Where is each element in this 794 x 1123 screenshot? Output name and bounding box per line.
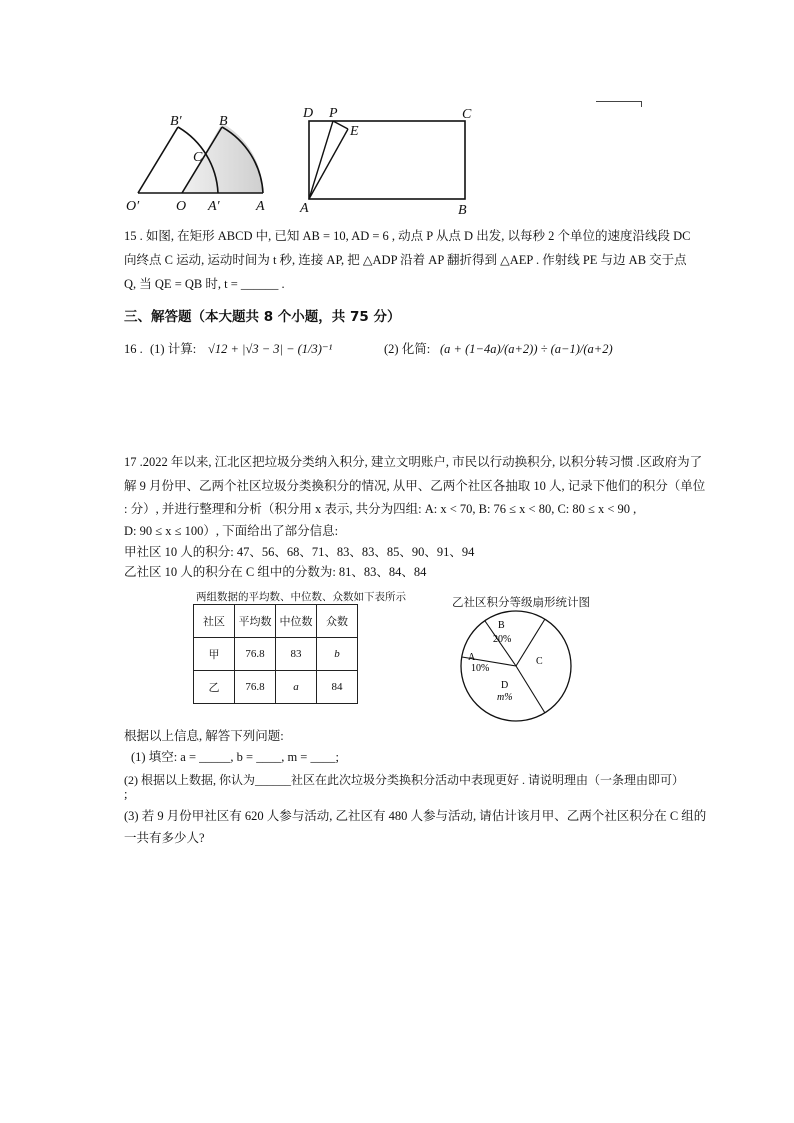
table-row: [194, 638, 358, 671]
label-b-prime: B′: [170, 114, 182, 129]
q17-line2: 解 9 月份甲、乙两个社区垃圾分类換积分的情况, 从甲、乙两个社区各抽取 10 人, 记录下他们的积分（单位: [124, 479, 706, 493]
q17-line4: D: 90 ≤ x ≤ 100）, 下面给出了部分信息:: [124, 524, 339, 538]
answer-part3-line1: (3) 若 9 月份甲社区有 620 人参与活动, 乙社区有 480 人参与活动, 请估计该月甲、乙两个社区积分在 C 组的: [124, 809, 707, 823]
pie-title: 乙社区积分等级扇形统计图: [452, 595, 590, 609]
q16-number: 16 .: [124, 342, 143, 356]
label-d: D: [303, 106, 314, 121]
figure-sectors: [118, 110, 278, 220]
table-row: [194, 671, 358, 704]
stats-table-wrapper: [193, 604, 358, 704]
answer-part3-line2: 一共有多少人?: [124, 831, 205, 845]
label-o: O: [176, 199, 187, 214]
table-caption: 两组数据的平均数、中位数、众数如下表所示: [196, 592, 406, 603]
label-e: E: [350, 124, 359, 139]
stats-table: [193, 604, 358, 704]
q15-line2: 向终点 C 运动, 运动时间为 t 秒, 连接 AP, 把 △ADP 沿着 AP 翻折得到 △AEP . 作射线 PE 与边 AB 交于点: [124, 253, 687, 267]
label-c: C: [193, 150, 203, 165]
label-a: A: [256, 199, 265, 214]
label-p: P: [329, 106, 338, 121]
q16-part2-expression: (a + (1−4a)/(a+2)) ÷ (a−1)/(a+2): [440, 342, 613, 356]
table-header-row: [194, 605, 358, 638]
table-header: 众数: [317, 605, 358, 638]
table-header: 中位数: [276, 605, 317, 638]
pie-slice-label: A: [468, 652, 476, 663]
q16-part1-expression: √12 + |√3 − 3| − (1/3)⁻¹: [208, 342, 333, 356]
q17-line6: 乙社区 10 人的积分在 C 组中的分数为: 81、83、84、84: [124, 565, 427, 579]
label-b: B: [219, 114, 228, 129]
label-c: C: [462, 107, 472, 122]
answer-part1: (1) 填空: a = _____, b = ____, m = ____;: [131, 750, 339, 764]
corner-tick: [641, 101, 642, 107]
table-cell: b: [317, 638, 358, 671]
label-a: A: [300, 201, 309, 216]
q16-part2-label: (2) 化简:: [384, 342, 431, 356]
answer-part2: (2) 根据以上数据, 你认为______社区在此次垃圾分类换积分活动中表现更好 . 请说明理由（一条理由即可）: [124, 773, 684, 787]
table-cell: 甲: [194, 638, 235, 671]
label-o-prime: O′: [126, 199, 140, 214]
table-cell: 76.8: [235, 671, 276, 704]
answer-part2-tail: ;: [124, 787, 128, 801]
pie-slice-label: D: [501, 680, 509, 691]
pie-slice-label: B: [498, 620, 505, 631]
figure-rectangle: [296, 104, 486, 221]
q16-part1-label: (1) 计算:: [150, 342, 197, 356]
q17-line5: 甲社区 10 人的积分: 47、56、68、71、83、83、85、90、91、94: [124, 545, 475, 559]
pie-slice-value: m%: [497, 692, 513, 703]
table-header: 社区: [194, 605, 235, 638]
q15-line1: 15 . 如图, 在矩形 ABCD 中, 已知 AB = 10, AD = 6 , 动点 P 从点 D 出发, 以每秒 2 个单位的速度沿线段 DC: [124, 229, 691, 243]
q17-line3: : 分）, 并进行整理和分析（积分用 x 表示, 共分为四组: A: x < 70, B: 76 ≤ x < 80, C: 80 ≤ x < 90 ,: [124, 502, 637, 516]
table-cell: 乙: [194, 671, 235, 704]
table-cell: 84: [317, 671, 358, 704]
table-cell: 83: [276, 638, 317, 671]
q17-line1: 17 .2022 年以来, 江北区把垃圾分类纳入积分, 建立文明账户, 市民以行动换积分, 以积分转习惯 .区政府为了: [124, 455, 703, 469]
table-header: 平均数: [235, 605, 276, 638]
table-cell: a: [276, 671, 317, 704]
section-heading: 三、解答题（本大题共 8 个小题，共 75 分）: [124, 309, 401, 325]
answers-intro: 根据以上信息, 解答下列问题:: [124, 729, 284, 743]
pie-slice-value: 20%: [493, 634, 512, 645]
corner-rule: [596, 101, 642, 102]
pie-chart: [456, 606, 576, 731]
table-cell: 76.8: [235, 638, 276, 671]
q15-line3: Q, 当 QE = QB 时, t = ______ .: [124, 277, 285, 291]
label-a-prime: A′: [208, 199, 220, 214]
label-b: B: [458, 203, 467, 216]
pie-slice-label: C: [536, 656, 543, 667]
pie-slice-value: 10%: [471, 663, 490, 674]
